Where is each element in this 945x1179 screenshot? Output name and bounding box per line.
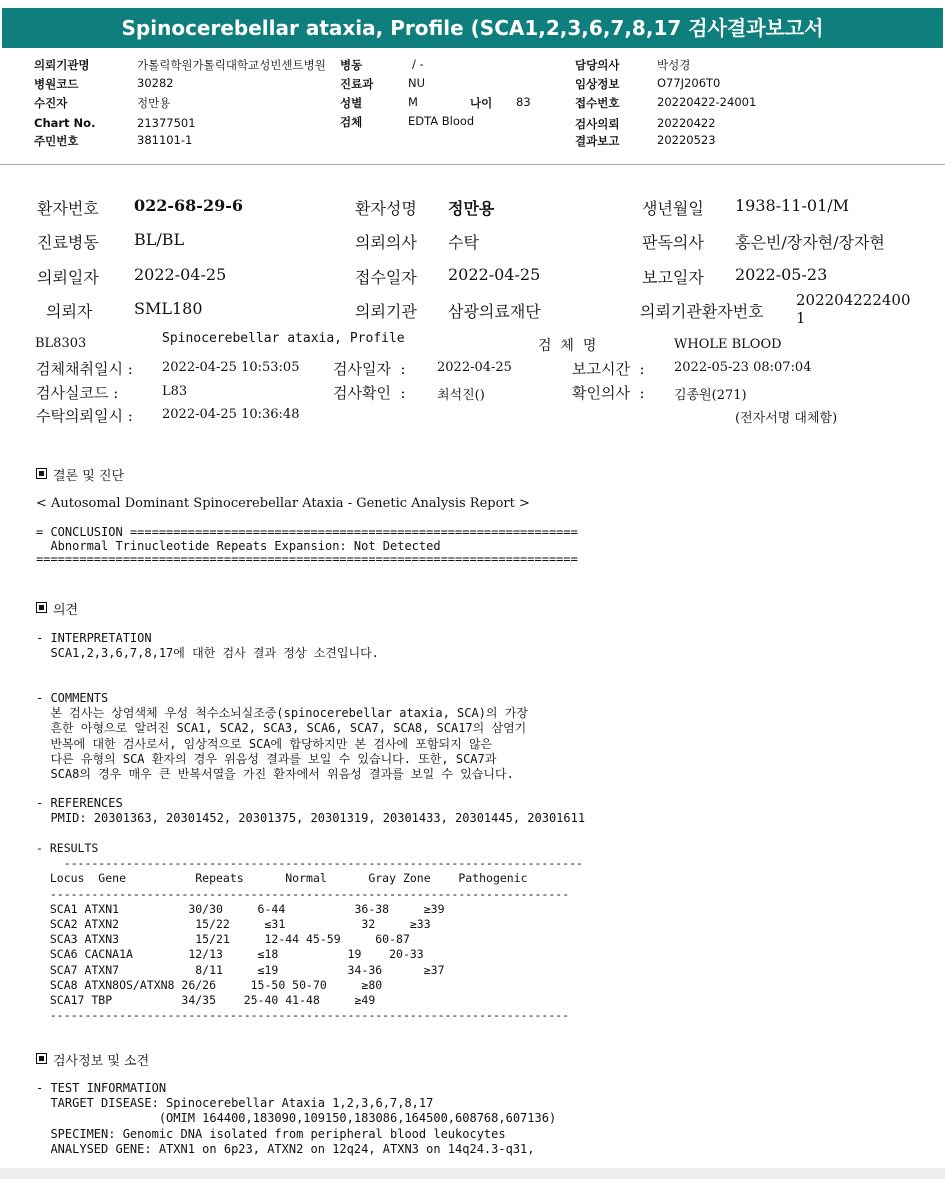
specimen-value: EDTA Blood — [408, 114, 475, 128]
name-label: 환자성명 — [355, 199, 417, 218]
testinfo-heading — [36, 1050, 149, 1069]
age-value: 83 — [516, 95, 531, 109]
doctor-value: 박성경 — [657, 58, 691, 72]
reader-label: 판독의사 — [642, 233, 704, 252]
clinical-value: O77J206T0 — [657, 76, 721, 90]
ward-label: 병동 — [340, 58, 363, 72]
clinical-label: 임상정보 — [575, 77, 620, 91]
institution-value: 가톨릭학원가톨릭대학교성빈센트병원 — [137, 58, 326, 72]
comments-text: - COMMENTS 본 검사는 상염색체 우성 척수소뇌실조증(spinocerebellar ataxia, SCA)의 가장 흔한 아형으로 알려진 SCA1, SCA2, SCA3, SCA6, SCA7, SCA8, SCA17의 삼염기 반복에 대한 검사로서, 임상적으로 SCA에 합당하지만 본 검사에 포함되지 않은 다른 유형의 SCA 환자의 경우 위음성 결과를 보일 수 있습니다. 또한, SCA7과 SCA8의 경우 매우 큰 반복서열을 가진 환자에서 위음성 결과를 보일 수 있습니다. — [36, 691, 528, 782]
resident-value: 381101-1 — [137, 133, 193, 147]
instpid-value-2: 1 — [796, 309, 806, 327]
resident-label: 주민번호 — [34, 134, 79, 148]
confirm-value: 최석진() — [437, 388, 485, 403]
recdate-label: 접수일자 — [355, 268, 417, 287]
confirmdoc-label: 확인의사 : — [572, 384, 645, 402]
testinfo-heading-text: 검사정보 및 소견 — [53, 1054, 150, 1069]
confirmdoc-value: 김종원(271) — [674, 388, 747, 403]
repdate-label: 보고일자 — [642, 268, 704, 287]
requester-value: SML180 — [134, 299, 203, 318]
opinion-heading-text: 의견 — [53, 603, 79, 618]
hospital-code-label: 병원코드 — [34, 77, 79, 91]
dob-label: 생년월일 — [642, 199, 704, 218]
requester-label: 의뢰자 — [46, 302, 93, 321]
confirm-label: 검사확인 : — [333, 384, 406, 402]
collect-label: 검체채취일시 : — [36, 360, 133, 378]
result-label: 결과보고 — [575, 134, 620, 148]
reqdate-value: 2022-04-25 — [134, 265, 227, 284]
pid-value: 022-68-29-6 — [134, 196, 243, 215]
doctor-label: 담당의사 — [575, 58, 620, 72]
references-text: - REFERENCES PMID: 20301363, 20301452, 20301375, 20301319, 20301433, 20301445, 20301611 — [36, 796, 586, 825]
refdoc-label: 의뢰의사 — [355, 233, 417, 252]
refdoc-value: 수탁 — [448, 233, 479, 252]
test-name: Spinocerebellar ataxia, Profile — [162, 331, 405, 346]
patient-value: 정만용 — [137, 96, 171, 110]
conclusion-heading-text: 결론 및 진단 — [53, 469, 125, 484]
name-value: 정만용 — [448, 199, 495, 218]
ward2-value: BL/BL — [134, 230, 185, 249]
test-code: BL8303 — [35, 336, 87, 351]
instpid-label: 의뢰기관환자번호 — [640, 302, 764, 321]
section-bullet-icon — [36, 602, 47, 613]
conclusion-heading — [36, 465, 124, 484]
report-subtitle: < Autosomal Dominant Spinocerebellar Ataxia - Genetic Analysis Report > — [36, 496, 530, 511]
results-table: - RESULTS --------------------------------------------------------------------------- Locus Gene Repeats Normal Gray Zone Pathogenic --------------------------------------------------------------------------- SCA1 ATXN1 30/30 6-44 36-38 ≥39 SCA2 ATXN2 15/22 ≤31 32 ≥33 SCA3 ATXN3 15/21 12-44 45-59 60-87 SCA6 CACNA1A 12/13 ≤18 19 20-33 SCA7 ATXN7 8/11 ≤19 34-36 ≥37 SCA8 ATXN8OS/ATXN8 26/26 15-50 50-70 ≥80 SCA17 TBP 34/35 25-40 41-48 ≥49 --------------------------------------------------------------------------- — [36, 841, 583, 1023]
opinion-heading — [36, 599, 78, 618]
page-bottom-edge — [0, 1168, 945, 1179]
chart-label: Chart No. — [34, 116, 96, 130]
reqtime-label: 수탁의뢰일시 : — [36, 407, 133, 425]
dept-label: 진료과 — [340, 77, 374, 91]
collect-value: 2022-04-25 10:53:05 — [162, 360, 300, 375]
testinfo-text: - TEST INFORMATION TARGET DISEASE: Spinocerebellar Ataxia 1,2,3,6,7,8,17 (OMIM 164400,183090,109150,183086,164500,608768,607136) SPECIMEN: Genomic DNA isolated from peripheral blood leukocytes ANALYSED GENE: ATXN1 on 6p23, ATXN2 on 12q24, ATXN3 on 14q24.3-q31, — [36, 1081, 557, 1156]
specimen-name-value: WHOLE BLOOD — [674, 337, 782, 352]
specimen-name-label: 검 체 명 — [538, 338, 597, 354]
section-bullet-icon — [36, 1053, 47, 1064]
specimen-label: 검체 — [340, 115, 363, 129]
request-value: 20220422 — [657, 116, 716, 130]
sex-value: M — [408, 95, 418, 109]
reptime-label: 보고시간 : — [572, 360, 645, 378]
institution-label: 의뢰기관명 — [34, 58, 90, 72]
lab-label: 검사실코드 : — [36, 384, 119, 402]
reader-value: 홍은빈/장자현/장자현 — [735, 233, 885, 252]
dept-value: NU — [408, 76, 426, 90]
reqinst-label: 의뢰기관 — [355, 302, 417, 321]
interpretation-text: - INTERPRETATION SCA1,2,3,6,7,8,17에 대한 검사 결과 정상 소견입니다. — [36, 631, 379, 660]
reqdate-label: 의뢰일자 — [37, 268, 99, 287]
header-divider — [0, 164, 945, 165]
lab-value: L83 — [162, 384, 188, 399]
signature-note: (전자서명 대체함) — [735, 411, 838, 426]
section-bullet-icon — [36, 468, 47, 479]
pid-label: 환자번호 — [37, 199, 99, 218]
result-value: 20220523 — [657, 133, 716, 147]
patient-label: 수진자 — [34, 96, 68, 110]
request-label: 검사의뢰 — [575, 117, 620, 131]
reptime-value: 2022-05-23 08:07:04 — [674, 360, 812, 375]
report-title: Spinocerebellar ataxia, Profile (SCA1,2,3,6,7,8,17 검사결과보고서 — [2, 8, 943, 48]
age-label: 나이 — [470, 96, 493, 110]
repdate-value: 2022-05-23 — [735, 265, 828, 284]
receipt-value: 20220422-24001 — [657, 95, 757, 109]
hospital-code-value: 30282 — [137, 76, 174, 90]
recdate-value: 2022-04-25 — [448, 265, 541, 284]
ward2-label: 진료병동 — [37, 233, 99, 252]
conclusion-text: = CONCLUSION ============================================================== Abnormal Trinucleotide Repeats Expansion: Not Detected =========================================================================== — [36, 525, 578, 566]
chart-value: 21377501 — [137, 116, 196, 130]
reqtime-value: 2022-04-25 10:36:48 — [162, 407, 300, 422]
receipt-label: 접수번호 — [575, 96, 620, 110]
ward-value: / - — [412, 57, 424, 71]
testdate-label: 검사일자 : — [333, 360, 406, 378]
reqinst-value: 삼광의료재단 — [448, 302, 541, 321]
instpid-value-1: 202204222400 — [796, 291, 911, 309]
dob-value: 1938-11-01/M — [735, 196, 850, 215]
sex-label: 성별 — [340, 96, 363, 110]
testdate-value: 2022-04-25 — [437, 360, 512, 375]
